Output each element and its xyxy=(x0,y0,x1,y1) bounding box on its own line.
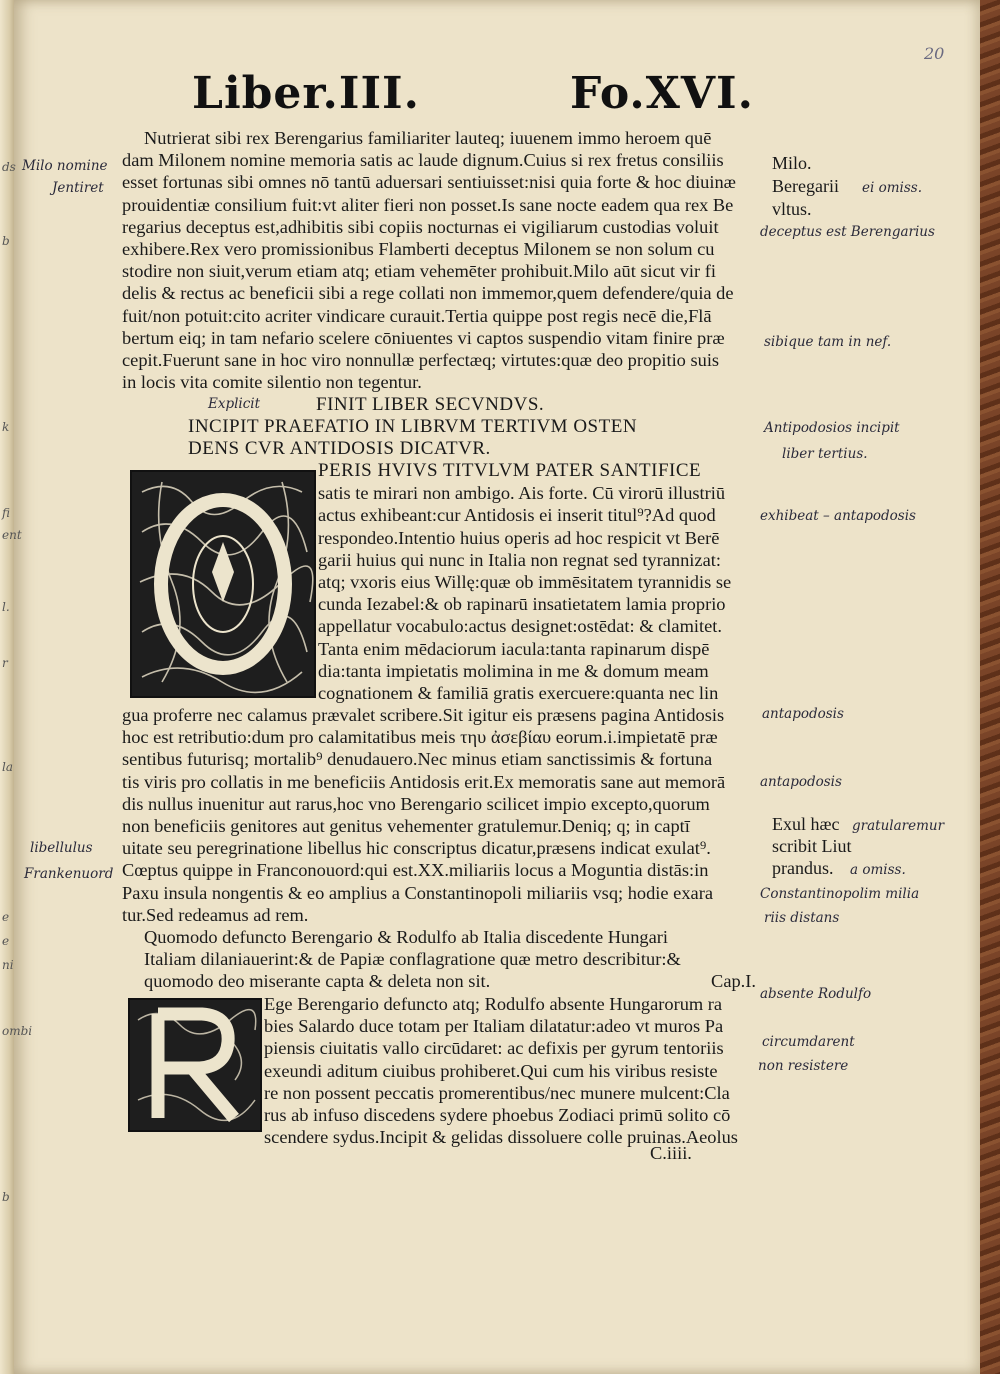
edge-fragment: ent xyxy=(2,528,22,542)
annotation-explicit: Explicit xyxy=(208,396,261,412)
praefatio-paragraph xyxy=(122,704,758,926)
annotation-circumdarent: circumdarent xyxy=(762,1034,855,1050)
finit-line: FINIT LIBER SECVNDVS. xyxy=(316,394,545,415)
text-line: PERIS HVIVS TITVLVM PATER SANTIFICE xyxy=(318,460,702,481)
annotation-frankenuord: Frankenuord xyxy=(24,866,114,882)
edge-fragment: e xyxy=(2,934,10,948)
praefatio-heading-line: INCIPIT PRAEFATIO IN LIBRVM TERTIVM OSTEN xyxy=(188,416,638,438)
text-line: bertum eiq; in tam nefario scelere cōniuentes vi captos suspendio vitam finire præ xyxy=(122,327,725,348)
text-line: tur.Sed redeamus ad rem. xyxy=(122,904,309,925)
text-line: Paxu insula nongentis & eo amplius a Constantinopoli miliariis vsq; hodie exara xyxy=(122,882,713,903)
annotation-antapodosis: antapodosis xyxy=(762,706,844,722)
text-line: Quomodo defuncto Berengario & Rodulfo ab Italia discedente Hungari xyxy=(144,927,668,947)
annotation-resistere: non resistere xyxy=(758,1058,849,1074)
chapter-heading-last: quomodo deo miserante capta & deleta non sit. xyxy=(144,971,491,992)
chapter-heading xyxy=(122,926,758,993)
text-line: atq; vxoris eius Willę:quæ ob immēsitatem tyrannidis se xyxy=(318,571,732,592)
text-line: esset fortunas sibi omnes nō tantū aduersari sentiuisset:nisi quia forte & hoc diuinæ xyxy=(122,172,736,193)
text-line: bies Salardo duce totam per Italiam dilatatur:adeo vt muros Pa xyxy=(264,1016,724,1037)
annotation-milo-nomine: Milo nomine xyxy=(22,158,108,174)
annotation-omiss: ei omiss. xyxy=(862,180,922,196)
text-line: garii huius qui nunc in Italia non regnat sed tyrannizat: xyxy=(318,549,721,570)
side-note-exul: Exul hæc xyxy=(772,814,840,834)
annotation-absente: absente Rodulfo xyxy=(760,986,872,1002)
text-line xyxy=(122,970,756,992)
annotation-omiss-2: a omiss. xyxy=(850,862,906,878)
edge-fragment: ni xyxy=(2,958,14,972)
chapter-text xyxy=(264,993,758,1148)
side-note-scribit: scribit Liut xyxy=(772,836,852,856)
signature: C.iiii. xyxy=(650,1143,692,1163)
text-line: gua proferre nec calamus prævalet scribere.Sit igitur eis præsens pagina Antidosis xyxy=(122,705,725,725)
edge-fragment: ds xyxy=(2,160,16,174)
text-line: Tanta enim mēdaciorum iacula:tanta rapinarum dispē xyxy=(318,638,710,659)
text-line: delis & rectus ac beneficii sibi a rege collati non immemor,quem defendere/quia de xyxy=(122,283,734,304)
annotation-sibique: sibique tam in nef. xyxy=(764,334,892,350)
edge-fragment: b xyxy=(2,234,10,248)
annotation-distans: riis distans xyxy=(764,910,840,926)
edge-fragment: fi xyxy=(2,506,11,520)
text-line: scendere sydus.Incipit & gelidas dissoluere colle pruinas.Aeolus xyxy=(264,1127,738,1148)
signature-mark xyxy=(650,1142,750,1164)
edge-fragment: ombi xyxy=(2,1024,33,1038)
text-line: prouidentiæ consilium fuit:vt aliter fieri non posset.Is sane nocte eadem qua rex Be xyxy=(122,194,734,215)
text-line: respondeo.Intentio huius operis ad hoc respicit vt Berē xyxy=(318,527,720,548)
edge-fragment: la xyxy=(2,760,13,774)
text-line: non beneficiis genitores aut genitus vehementer gratulemur.Deniq; q; in captī xyxy=(122,815,690,836)
praefatio-beside-initial xyxy=(318,460,758,704)
text-line: stodire non siuit,verum etiam atq; etiam vehemēter prohibuit.Milo aūt sicut vir fi xyxy=(122,261,716,282)
annotation-constantinopolim: Constantinopolim milia xyxy=(760,886,920,902)
text-line: actus exhibeant:cur Antidosis ei inserit titul⁹?Ad quod xyxy=(318,505,716,526)
annotation-jentiret: Jentiret xyxy=(52,180,104,196)
annotation-exhibeat: exhibeat – antapodosis xyxy=(760,508,916,524)
text-line: re non possent peccatis promerentibus/nec munere mulcent:Cla xyxy=(264,1082,730,1103)
text-line: fuit/non potuit:cito acriter vindicare curauit.Tertia quippe post regis necē die,Flā xyxy=(122,305,712,326)
text-line: uitate seu peregrinatione libellus hic conscriptus dicatur,præsens indicat exulat⁹. xyxy=(122,838,711,859)
text-line: regarius deceptus est,adhibitis sibi copiis nocturnas ei vigiliarum custodias voluit xyxy=(122,216,719,237)
text-line: cunda Iezabel:& ob rapinarū insatietatem lamia proprio xyxy=(318,594,726,615)
text-line: tis viris pro collatis in me beneficiis Antidosis erit.Ex memoratis sane aut memorā xyxy=(122,771,726,792)
text-line: hoc est retributio:dum pro calamitatibus meis τηυ ἀσεβίαυ eorum.i.impietatē præ xyxy=(122,727,718,748)
decorated-initial-r xyxy=(128,998,262,1132)
annotation-gratularemur: gratularemur xyxy=(852,818,945,834)
body-paragraph xyxy=(122,127,758,393)
annotation-liber-tertius: liber tertius. xyxy=(782,446,868,462)
text-line: piensis ciuitatis vallo circūdaret: ac defixis per gyrum tentoriis xyxy=(264,1038,724,1059)
edge-fragment: k xyxy=(2,420,10,434)
praefatio-heading-line: DENS CVR ANTIDOSIS DICATVR. xyxy=(188,438,491,460)
running-header-folio: Fo.XVI. xyxy=(570,68,754,119)
annotation-deceptus: deceptus est Berengarius xyxy=(760,224,935,240)
text-line: cepit.Fuerunt sane in hoc viro nonnullæ perfectæq; virtutes:quæ deo propitio suis xyxy=(122,349,720,370)
text-line: Italiam dilaniauerint:& de Papiæ conflagratione quæ metro describitur:& xyxy=(144,949,681,970)
annotation-libellulus: libellulus xyxy=(30,840,93,856)
edge-fragment: e xyxy=(2,910,10,924)
text-line: satis te mirari non ambigo. Ais forte. Cū virorū illustriū xyxy=(318,483,726,504)
text-line: rus ab infuso discedens sydere phoebus Zodiaci primū solito cō xyxy=(264,1104,731,1125)
text-line: Nutrierat sibi rex Berengarius familiariter lauteq; iuuenem immo heroem quē xyxy=(144,128,712,148)
side-note-vltus: vltus. xyxy=(772,199,812,219)
text-line: Cœptus quippe in Franconouord:qui est.XX.miliariis locus a Moguntia distās:in xyxy=(122,860,709,881)
side-note-prandus: prandus. xyxy=(772,858,834,878)
decorated-initial-o xyxy=(130,470,316,698)
annotation-antapodosis: antapodosis xyxy=(760,774,842,790)
text-line: exhibere.Rex vero promissionibus Flamberti deceptus Milonem se non solum cu xyxy=(122,238,715,259)
text-line: dis nullus inuenitur aut rarus,hoc vno Berengario scilicet impio excepto,quorum xyxy=(122,793,710,814)
side-note-beregarii: Beregarii xyxy=(772,176,839,196)
cover-edge xyxy=(980,0,1000,1374)
text-line: exeundi aditum ciuibus prohiberet.Qui cum his viribus resiste xyxy=(264,1060,718,1081)
edge-fragment: b xyxy=(2,1190,10,1204)
text-line: dam Milonem nomine memoria satis ac laude dignum.Cuius si rex fretus consiliis xyxy=(122,150,724,171)
edge-fragment: r xyxy=(2,656,8,670)
text-line: cognationem & familiā gratis exercuere:quanta nec lin xyxy=(318,682,719,703)
text-line: in locis vita comite silentio non tegentur. xyxy=(122,372,422,393)
text-line: appellatur vocabulo:actus designet:ostēdat: & clamitet. xyxy=(318,616,722,637)
text-line: sentibus futurisq; mortalib⁹ denudauero.Nec minus etiam sanctissimis & fortuna xyxy=(122,749,713,770)
annotation-antipodosios: Antipodosios incipit xyxy=(764,420,900,436)
folio-number: 20 xyxy=(924,44,945,63)
side-note-milo: Milo. xyxy=(772,153,812,173)
running-header-book: Liber.III. xyxy=(192,68,420,119)
edge-fragment: l. xyxy=(2,600,10,614)
text-line: dia:tanta impietatis molimina in me & domum meam xyxy=(318,660,709,681)
chapter-label: Cap.I. xyxy=(711,971,756,992)
text-line: Ege Berengario defuncto atq; Rodulfo absente Hungarorum ra xyxy=(264,994,723,1014)
